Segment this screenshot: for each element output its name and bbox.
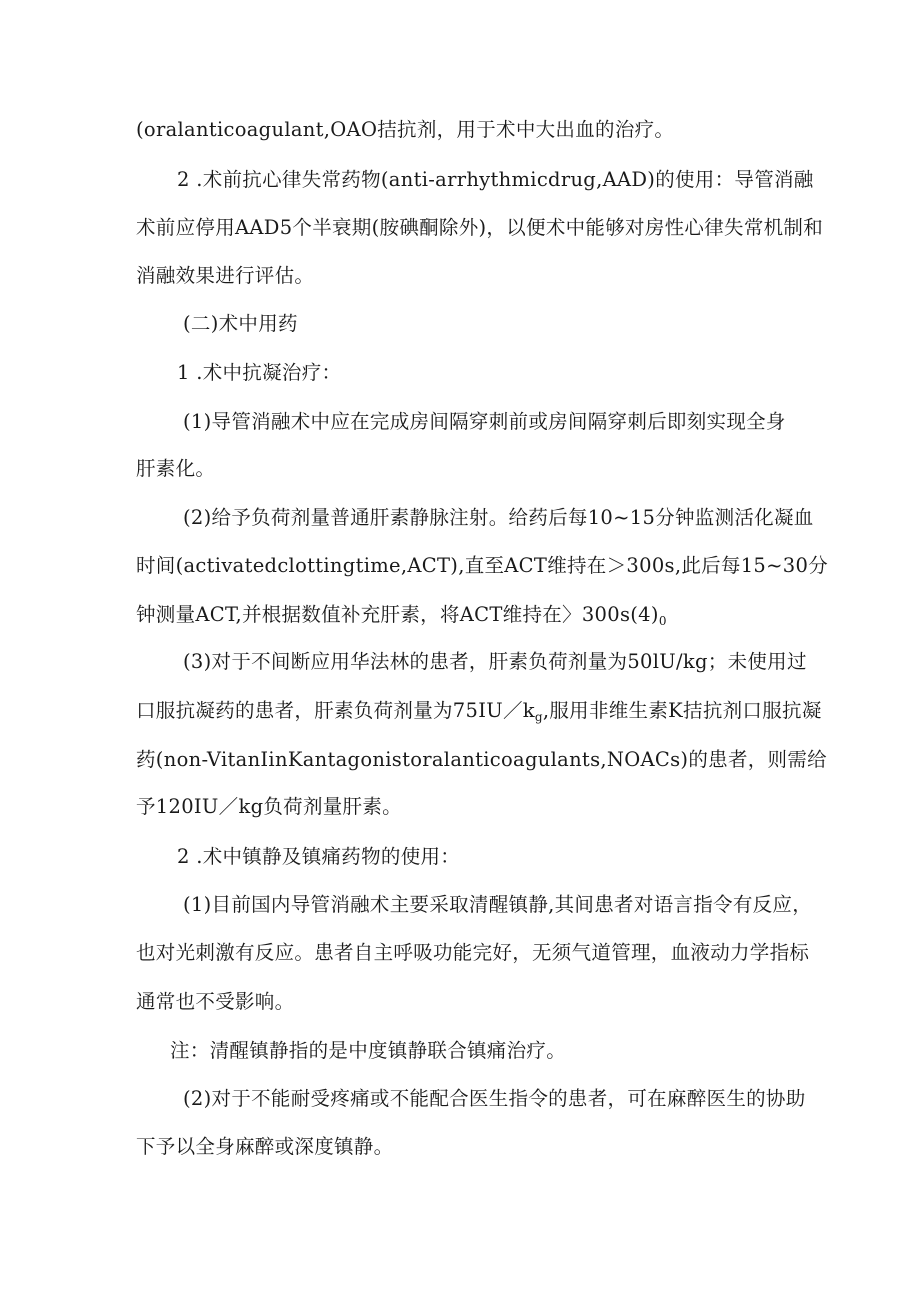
text-line-17: (2)对于不能耐受疼痛或不能配合医生指令的患者，可在麻醉医生的协助 <box>183 1087 806 1110</box>
section-heading: (二)术中用药 <box>183 312 298 335</box>
text-line-16: 通常也不受影响。 <box>136 990 295 1013</box>
text-line-11-a: 口服抗凝药的患者，肝素负荷剂量为75IU／k <box>136 699 535 722</box>
text-line-7: (2)给予负荷剂量普通肝素静脉注射。给药后每10~15分钟监测活化凝血 <box>183 506 814 529</box>
text-line-14: (1)目前国内导管消融术主要采取清醒镇静,其间患者对语言指令有反应， <box>183 893 813 916</box>
subscript-zero: 0 <box>658 614 667 628</box>
text-line-1: (oralanticoagulant,OAO拮抗剂，用于术中大出血的治疗。 <box>136 118 675 141</box>
note-line: 注：清醒镇静指的是中度镇静联合镇痛治疗。 <box>170 1039 567 1062</box>
text-line-2: 2 .术前抗心律失常药物(anti-arrhythmicdrug,AAD)的使用：导管消融 <box>177 168 814 191</box>
text-line-9-main: 钟测量ACT,并根据数值补充肝素，将ACT维持在〉300s(4) <box>136 603 659 626</box>
text-line-9 <box>136 603 667 633</box>
subscript-g: g <box>534 710 543 724</box>
text-line-15: 也对光刺激有反应。患者自主呼吸功能完好，无须气道管理，血液动力学指标 <box>136 941 810 964</box>
text-line-4: 消融效果进行评估。 <box>136 264 315 287</box>
text-line-6: 肝素化。 <box>136 457 216 480</box>
text-line-11-b: ,服用非维生素K拮抗剂口服抗凝 <box>542 699 822 722</box>
text-line-8: 时间(activatedclottingtime,ACT),直至ACT维持在＞300s,此后每15~30分 <box>136 554 828 577</box>
text-line-13: 予120IU／kg负荷剂量肝素。 <box>136 795 402 818</box>
subsection-heading-2: 2 .术中镇静及镇痛药物的使用： <box>177 845 461 868</box>
subsection-heading-1: 1 .术中抗凝治疗： <box>177 361 342 384</box>
text-line-18: 下予以全身麻醉或深度镇静。 <box>136 1135 394 1158</box>
text-line-3: 术前应停用AAD5个半衰期(胺碘酮除外)，以便术中能够对房性心律失常机制和 <box>136 216 824 239</box>
text-line-12: 药(non-VitanIinKantagonistoralanticoagulants,NOACs)的患者，则需给 <box>136 748 827 771</box>
text-line-10: (3)对于不间断应用华法林的患者，肝素负荷剂量为50lU/kg；未使用过 <box>183 650 807 673</box>
text-line-11 <box>136 699 822 729</box>
text-line-5: (1)导管消融术中应在完成房间隔穿刺前或房间隔穿刺后即刻实现全身 <box>183 410 786 433</box>
